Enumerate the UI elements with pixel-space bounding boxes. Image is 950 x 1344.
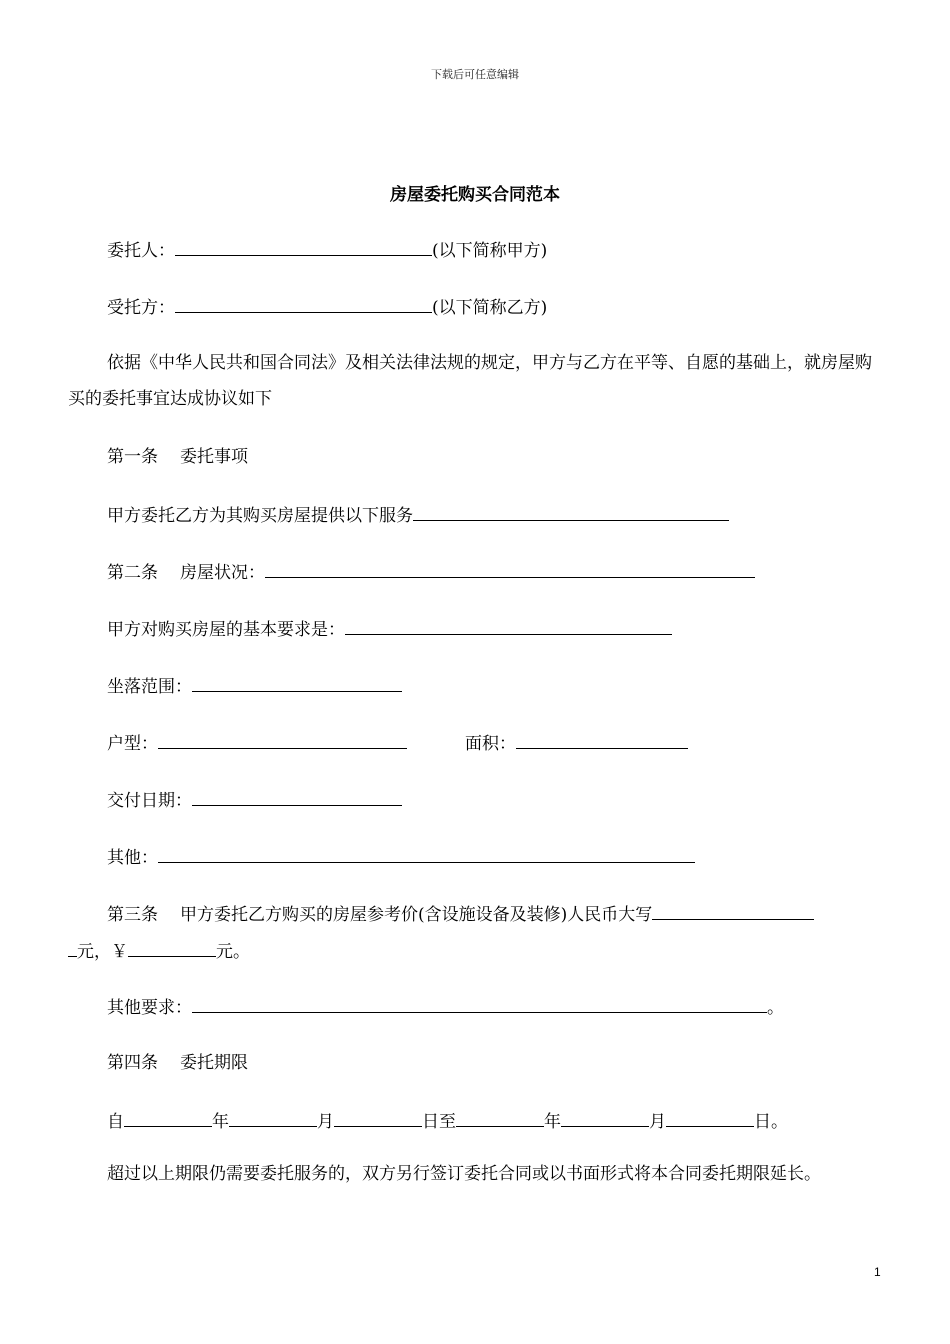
delivery-line [107, 788, 402, 812]
day-end-label: 日。 [754, 1112, 788, 1132]
article-title: 委托事项 [180, 447, 248, 467]
client-line [107, 238, 547, 262]
day-to-label: 日至 [422, 1112, 456, 1132]
start-day-blank[interactable] [334, 1109, 422, 1127]
start-month-blank[interactable] [229, 1109, 317, 1127]
article-number: 第二条 [107, 563, 158, 583]
month-label: 月 [649, 1112, 666, 1132]
article-1-heading [107, 446, 248, 468]
year-label: 年 [212, 1112, 229, 1132]
from-label: 自 [107, 1112, 124, 1132]
month-label: 月 [317, 1112, 334, 1132]
article-2-heading [107, 560, 755, 584]
yuan-end: 元。 [216, 942, 250, 962]
other-blank[interactable] [158, 845, 695, 863]
client-blank[interactable] [175, 238, 432, 256]
requirements-blank[interactable] [345, 617, 672, 635]
agent-line [107, 295, 547, 319]
location-line [107, 674, 402, 698]
yuan-label: 元，￥ [77, 942, 128, 962]
house-status-blank[interactable] [265, 560, 755, 578]
layout-blank[interactable] [158, 731, 407, 749]
end-day-blank[interactable] [666, 1109, 754, 1127]
services-blank[interactable] [413, 503, 729, 521]
end-year-blank[interactable] [456, 1109, 544, 1127]
year-label: 年 [544, 1112, 561, 1132]
end-month-blank[interactable] [561, 1109, 649, 1127]
article-4-heading [107, 1052, 248, 1074]
delivery-blank[interactable] [192, 788, 402, 806]
extension-paragraph: 超过以上期限仍需要委托服务的，双方另行签订委托合同或以书面形式将本合同委托期限延长。 [107, 1164, 821, 1184]
price-number-blank[interactable] [128, 939, 216, 957]
price-text: 甲方委托乙方购买的房屋参考价(含设施设备及装修)人民币大写 [180, 905, 653, 925]
term-dates-line [107, 1109, 788, 1133]
client-suffix: (以下简称甲方) [432, 241, 548, 261]
area-blank[interactable] [516, 731, 688, 749]
document-title: 房屋委托购买合同范本 [390, 185, 560, 205]
price-words-blank-cont[interactable] [68, 939, 77, 957]
location-label: 坐落范围： [107, 677, 192, 697]
article-1-text [107, 503, 729, 527]
other-label: 其他： [107, 848, 158, 868]
layout-line [107, 731, 688, 755]
other-requirements-label: 其他要求： [107, 998, 192, 1018]
other-requirements-line [107, 995, 784, 1019]
page-header: 下载后可任意编辑 [431, 68, 519, 81]
article-number: 第四条 [107, 1053, 158, 1073]
agent-blank[interactable] [175, 295, 432, 313]
location-blank[interactable] [192, 674, 402, 692]
requirements-label: 甲方对购买房屋的基本要求是： [107, 620, 345, 640]
area-label: 面积： [465, 734, 516, 754]
article-title: 房屋状况： [180, 563, 265, 583]
layout-label: 户型： [107, 734, 158, 754]
article-number: 第三条 [107, 905, 158, 925]
other-requirements-blank[interactable] [192, 995, 767, 1013]
agent-label: 受托方： [107, 298, 175, 318]
services-label: 甲方委托乙方为其购买房屋提供以下服务 [107, 506, 413, 526]
agent-suffix: (以下简称乙方) [432, 298, 548, 318]
period-mark: 。 [767, 998, 784, 1018]
start-year-blank[interactable] [124, 1109, 212, 1127]
intro-paragraph: 依据《中华人民共和国合同法》及相关法律法规的规定，甲方与乙方在平等、自愿的基础上，就房屋购买的委托事宜达成协议如下 [68, 353, 872, 409]
client-label: 委托人： [107, 241, 175, 261]
article-3-continuation [68, 939, 250, 963]
page-number: 1 [874, 1265, 881, 1279]
article-number: 第一条 [107, 447, 158, 467]
other-line [107, 845, 695, 869]
article-title: 委托期限 [180, 1053, 248, 1073]
price-words-blank[interactable] [652, 902, 814, 920]
article-3-line [107, 902, 814, 926]
delivery-label: 交付日期： [107, 791, 192, 811]
requirements-line [107, 617, 672, 641]
